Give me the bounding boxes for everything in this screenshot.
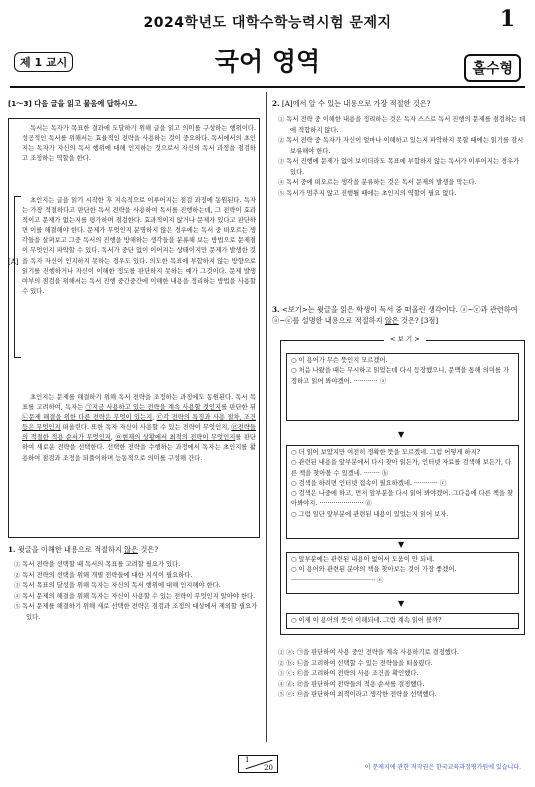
q3-choice-4[interactable]: ④ ⓓ: ㉣을 판단하여 전략들의 적용 순서를 결정했다. xyxy=(278,680,425,688)
q1-choice-2[interactable]: ② 독서 전략의 선택을 위해 개별 전략들에 대한 지식이 필요하다. xyxy=(14,571,193,579)
q2-choice-1[interactable]: ① 독서 전략 중 이해한 내용을 정리하는 것은 독자 스스로 독서 진행의 문제를 점검하는 데에 적합하지 않다. xyxy=(278,116,526,134)
underline-5: ㉤현재의 상황에서 최적의 전략이 무엇인지 xyxy=(115,434,236,442)
page-total: 20 xyxy=(264,764,273,772)
page-number: 1 xyxy=(499,6,515,32)
question-3-choices xyxy=(278,648,526,701)
subject-title: 국어 영역 xyxy=(214,47,321,76)
q2-choice-5[interactable]: ⑤ 독서가 멈추지 않고 진행될 때에는 초인지의 역할이 필요 없다. xyxy=(278,189,457,197)
copyright-notice: 이 문제지에 관한 저작권은 한국교육과정평가원에 있습니다. xyxy=(364,764,521,771)
arrow-down-icon: ▼ xyxy=(398,540,405,549)
bogi-step-3: ○ 앞부분에는 관련된 내용이 없어서 도움이 안 되네. ○ 이 용어와 관련된 분야의 책을 찾아보는 것이 가장 좋겠어. ·········································· ⓔ xyxy=(286,552,519,594)
question-2-choices xyxy=(278,115,526,199)
question-2-stem: 2. [A]에서 알 수 있는 내용으로 가장 적절한 것은? xyxy=(272,99,431,108)
bogi-step-1: ○ 이 용어가 무슨 뜻인지 모르겠어. ○ 처음 나왔을 때는 무시하고 읽었는데 다시 등장했으니, 문맥을 통해 의미를 가정하고 읽어 봐야겠어. ············ ⓐ xyxy=(286,353,519,421)
bogi-step-2: ○ 더 읽어 보았지만 여전히 정확한 뜻을 모르겠네. 그럼 어떻게 하지? ○ 관련된 내용을 앞부분에서 다시 찾아 읽든가, 인터넷 자료를 검색해 보든가, 다른 책을 찾아볼 수 있겠네. ········ ⓑ ○ 검색을 하려면 인터넷 접속이 필요하겠네. ············ ⓒ ○ 검색은 나중에 하고, 먼저 앞부분을 다시 읽어 봐야겠어. 그다음에 다른 책을 찾아봐야지. ······················ ⓓ ○ 그럼 일단 앞부분에 관련된 내용이 있었는지 읽어 보자. xyxy=(286,445,519,539)
q1-choice-1[interactable]: ① 독서 전략을 선택할 때 독서의 목표를 고려할 필요가 있다. xyxy=(14,561,181,568)
q3-choice-3[interactable]: ③ ⓒ: ㉢을 고려하여 전략의 사용 조건을 확인했다. xyxy=(278,670,419,677)
exam-title: 2024학년도 대학수학능력시험 문제지 xyxy=(143,15,392,31)
q2-choice-2[interactable]: ② 독서 전략 중 독자가 자신이 얼마나 이해하고 있는지 파악하지 못할 때에는 읽기를 잠시 보류해야 한다. xyxy=(278,137,524,155)
q2-choice-3[interactable]: ③ 독서 진행에 문제가 없어 보이더라도 목표에 부합하지 않는 독서가 이루어지는 경우가 있다. xyxy=(278,158,520,176)
bracket-a xyxy=(14,196,21,358)
bracket-a-label: [A] xyxy=(8,258,19,266)
page-current: 1 xyxy=(245,756,250,764)
passage-paragraph-1: 독서는 독자가 목표한 결과에 도달하기 위해 글을 읽고 의미를 구성하는 행위이다. 성공적인 독서를 위해서는 효율적인 전략을 사용하는 것이 중요하다. 독서에서의 초인지는 독자가 자신의 독서 행위에 대해 인지하는 것으로서 자신의 독서 과정을 점검하고 조정하는 역할을 한다. xyxy=(22,125,256,163)
q1-choice-4[interactable]: ④ 독서 문제의 해결을 위해 독자는 자신이 사용할 수 있는 전략이 무엇인지 알아야 한다. xyxy=(14,592,256,600)
question-3-stem: 3. <보기>는 윗글을 읽은 학생이 독서 중 떠올린 생각이다. ⓐ~ⓔ과 관련하여 ⓐ~ⓔ를 설명한 내용으로 적절하지 않은 것은? [3점] xyxy=(272,305,518,325)
underline-1: ㉠지금 사용하고 있는 전략을 계속 사용할 것인지 xyxy=(85,404,222,412)
passage-paragraph-2: 초인지는 글을 읽기 시작한 후 지속적으로 이루어지는 점검 과정에 동원된다. 독자는 가장 적절하다고 판단한 독서 전략을 사용하여 독서를 진행하는데, 그 전략이 효과적이고 문제가 없는지를 평가하며 점검한다. 효과적이지 않거나 문제가 있다고 판단하면 이를 해결해야 한다. 문제가 무엇인지 분명하지 않은 경우에는 독서 중 떠오르는 생각들을 살펴보고 그중 독서의 진행을 방해하는 생각들을 분류해 보는 방법으로 문제점이 무엇인지 파악할 수 있다. 독서가 중단 없이 이어지는 상태이지만 문제가 발생한 것을 독자 자신이 인지하지 못하는 경우도 있다. 의도한 목표에 부합하지 않는 방향으로 읽기를 진행하거나 자신이 이해한 정도를 판단하지 못하는 예가 그것이다. 문제 발생 여부의 점검을 위해서는 독서 진행 중간중간에 이해한 내용을 정리하는 방법을 사용할 수 있다. xyxy=(22,197,256,295)
page-indicator xyxy=(238,755,278,773)
underline-4: ㉣전략들의 적절한 적용 순서가 무엇인지 xyxy=(22,424,256,442)
q1-choice-5[interactable]: ⑤ 독서 문제를 해결하기 위해 새로 선택한 전략은 점검과 조정의 대상에서 제외할 필요가 있다. xyxy=(14,603,258,621)
q1-choice-3[interactable]: ③ 독서 목표의 달성을 위해 독자는 자신의 독서 행위에 대해 인지해야 한다. xyxy=(14,582,221,589)
q3-choice-1[interactable]: ① ⓐ: ㉠을 판단하여 사용 중인 전략을 계속 사용하기로 결정했다. xyxy=(278,649,459,656)
header-rule xyxy=(10,86,525,88)
question-1-choices xyxy=(14,560,262,623)
bogi-label: < 보 기 > xyxy=(384,334,426,343)
group-instruction: [1～3] 다음 글을 읽고 물음에 답하시오. xyxy=(8,99,138,108)
passage-paragraph-3: 초인지는 문제를 해결하기 위해 독서 전략을 조정하는 과정에도 동원된다. 독서 목표를 고려하여, 독자는 ㉠지금 사용하고 있는 전략을 계속 사용할 것인지를 판단한 뒤 ㉡문제 해결을 위한 다른 전략은 무엇이 있는지, ㉢각 전략의 특징과 사용 절차, 조건 등은 무엇인지 떠올린다. 또한 독자 자신이 사용할 수 있는 전략이 무엇인지, ㉣전략들의 적절한 적용 순서가 무엇인지, ㉤현재의 상황에서 최적의 전략이 무엇인지를 판단하여 새로운 전략을 선택한다. 선택한 전략을 수행하는 과정에서 독자는 초인지를 활용하여 점검과 조정을 되풀이하며 능동적으로 의미를 구성해 간다. xyxy=(22,394,257,462)
session-badge: 제 1 교시 xyxy=(14,52,73,72)
q2-choice-4[interactable]: ④ 독서 중에 떠오르는 생각을 분류하는 것은 독서 문제의 발생을 막는다. xyxy=(278,179,477,186)
q3-choice-5[interactable]: ⑤ ⓔ: ㉤을 판단하여 최적이라고 생각한 전략을 선택했다. xyxy=(278,691,437,698)
underline-3: ㉢각 전략의 특징과 사용 절차, 조건 등은 무엇인지 xyxy=(22,414,257,432)
question-1-stem: 1. 윗글을 이해한 내용으로 적절하지 않은 것은? xyxy=(8,545,159,554)
column-divider xyxy=(266,92,267,742)
passage-box xyxy=(8,118,260,538)
arrow-down-icon: ▼ xyxy=(398,430,405,439)
underline-2: ㉡문제 해결을 위한 다른 전략은 무엇이 있는지 xyxy=(22,414,153,422)
q3-choice-2[interactable]: ② ⓑ: ㉡을 고려하여 선택할 수 있는 전략들을 떠올렸다. xyxy=(278,659,433,667)
exam-type-badge: 홀수형 xyxy=(464,54,521,82)
arrow-down-icon: ▼ xyxy=(398,599,405,608)
bogi-step-4: ○ 이제 이 용어의 뜻이 이해되네. 그럼 계속 읽어 볼까? xyxy=(286,613,519,629)
